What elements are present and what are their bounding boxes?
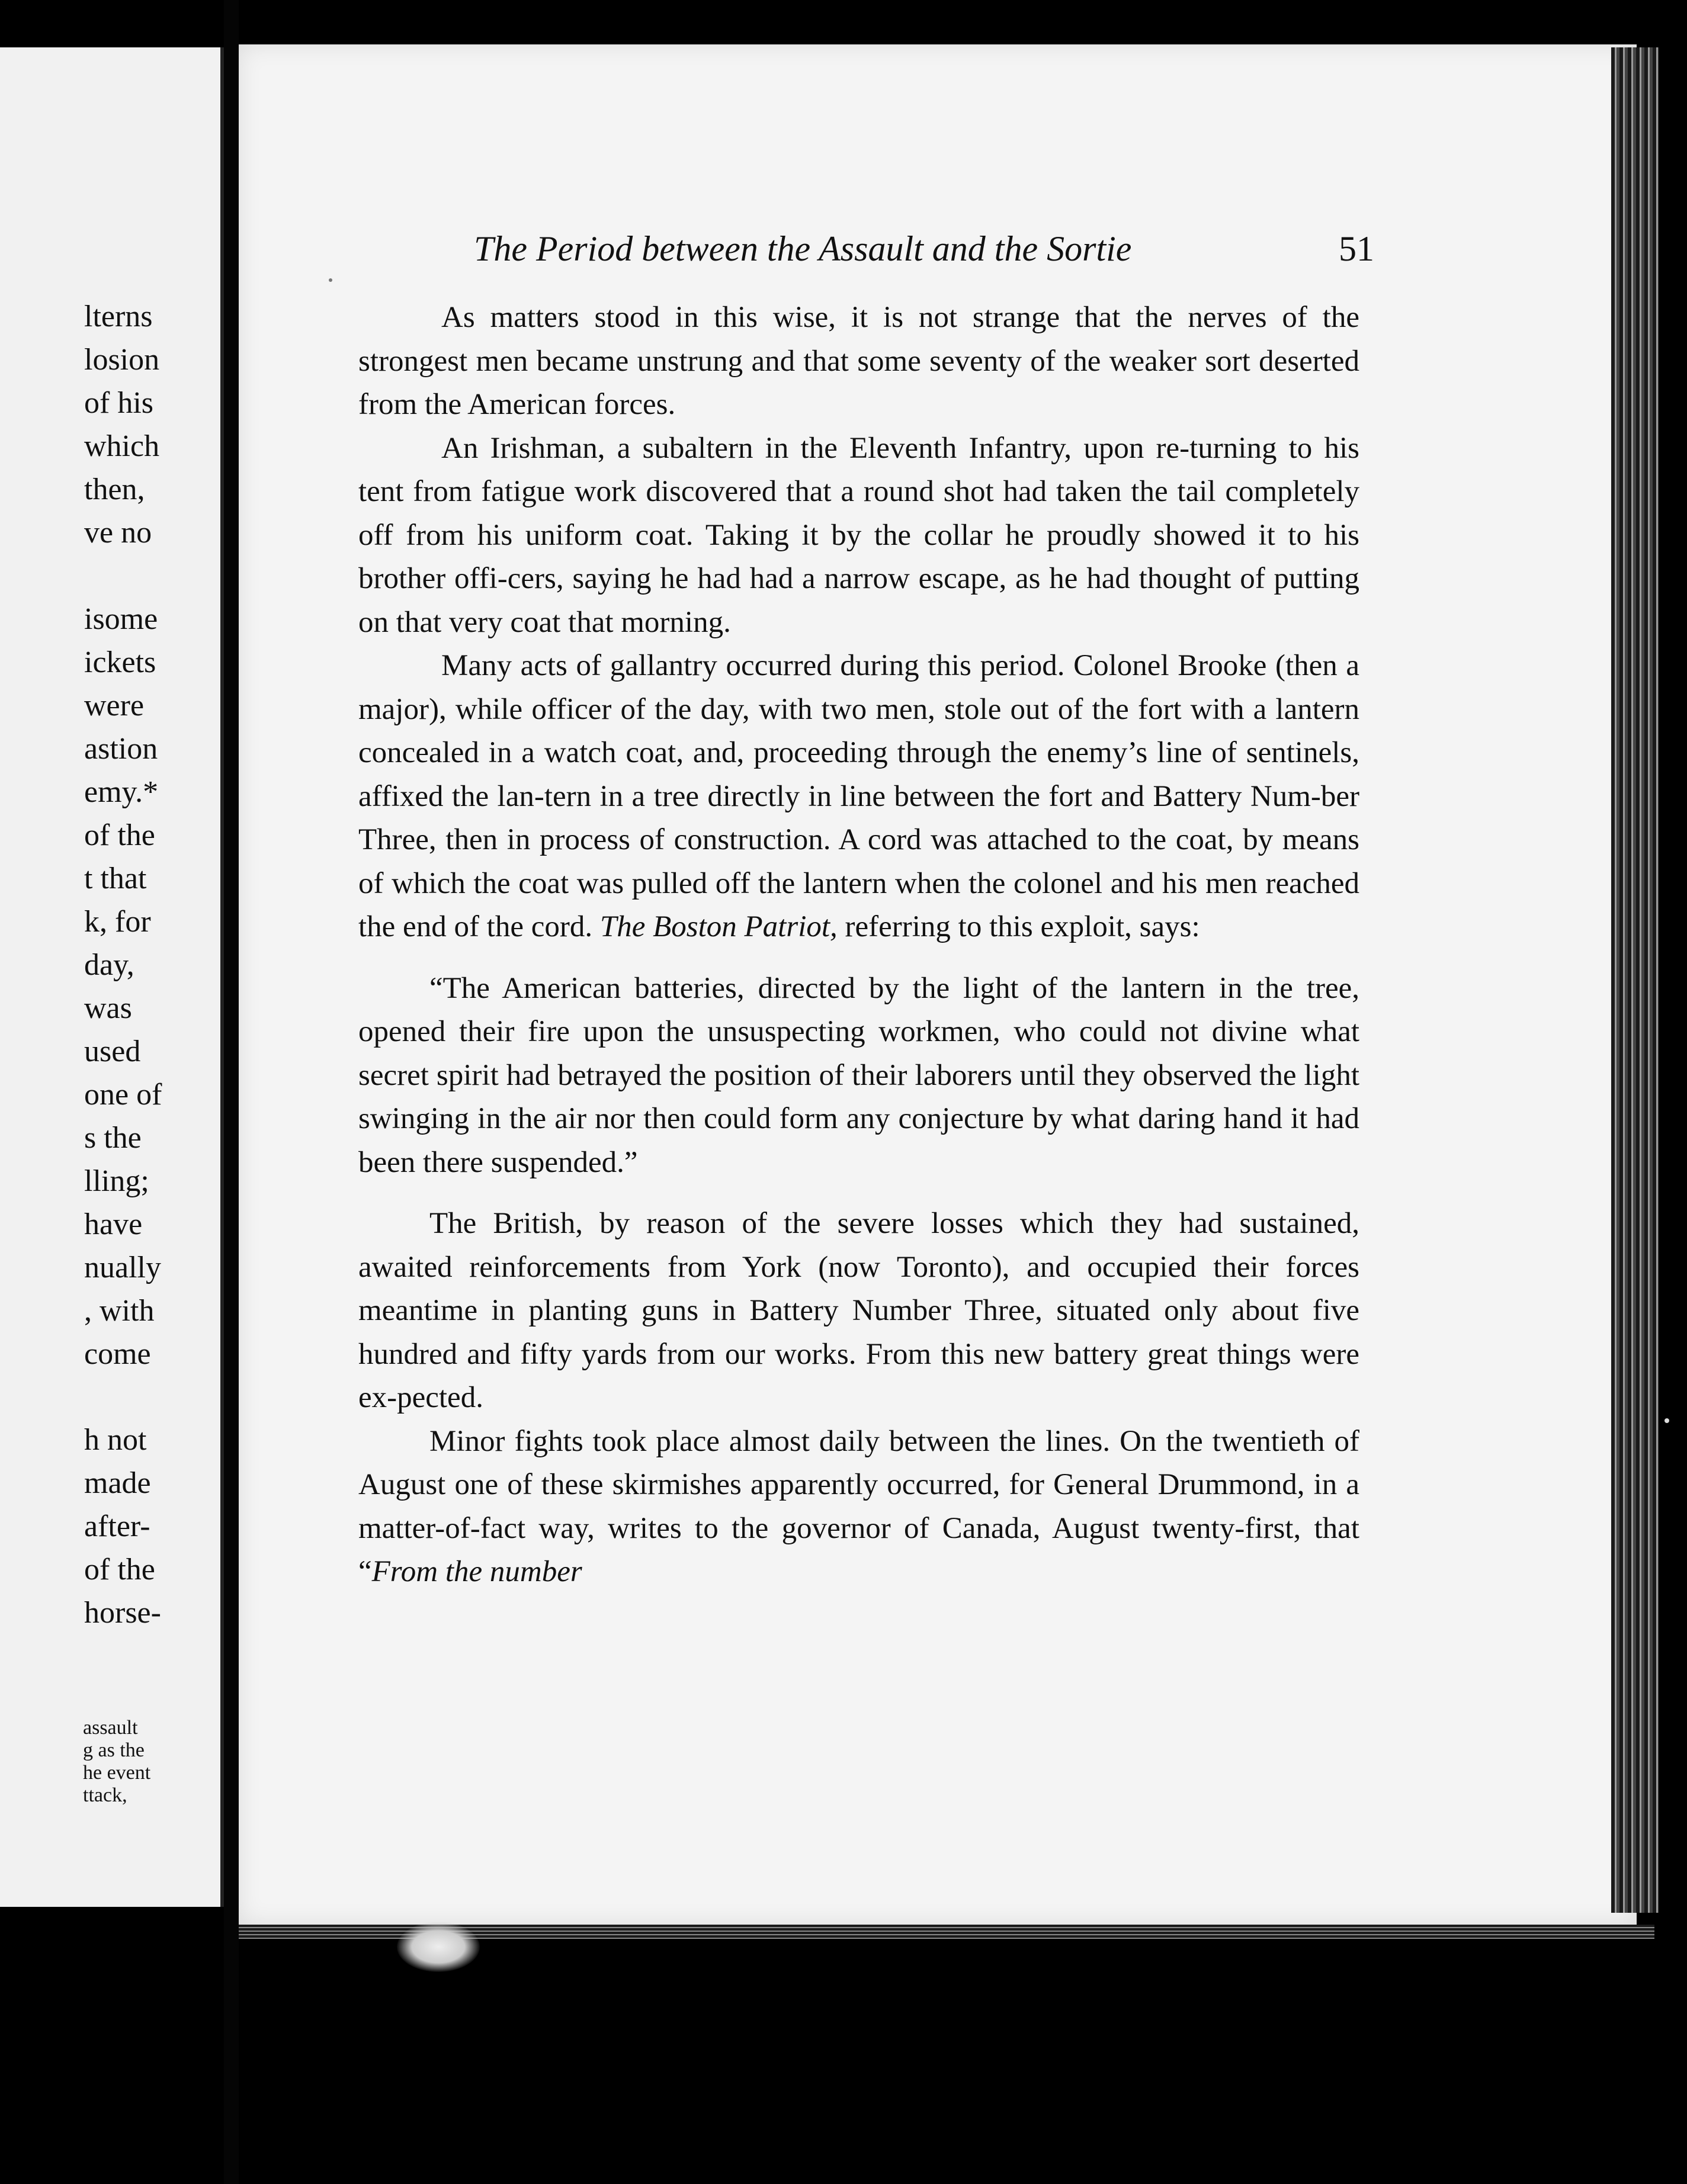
paragraph bbox=[358, 1420, 1359, 1594]
left-page-line: were bbox=[84, 689, 145, 722]
left-page-line: have bbox=[84, 1207, 143, 1241]
left-page-line: horse- bbox=[84, 1596, 161, 1630]
left-page-line: was bbox=[84, 991, 132, 1025]
left-page-footnote-line: g as the bbox=[83, 1739, 145, 1761]
left-page-line: of his bbox=[84, 386, 153, 420]
book-gutter bbox=[224, 0, 239, 2184]
paragraph: The British, by reason of the severe losses which they had sustained, awaited reinforcements from York (now Toronto), and occupied their forces meantime in planting guns in Battery Number Three, situated only about five hundred and fifty yards from our works. From this new battery great things were ex-pected. bbox=[358, 1207, 1359, 1414]
left-page-line: made bbox=[84, 1466, 151, 1500]
body-text bbox=[358, 296, 1359, 1594]
page-number: 51 bbox=[1339, 229, 1374, 268]
scan-speck bbox=[329, 278, 332, 282]
left-page-footnote-line: assault bbox=[83, 1717, 138, 1739]
paragraph bbox=[358, 644, 1359, 949]
left-page-line: of the bbox=[84, 1553, 155, 1586]
left-page-line: of the bbox=[84, 818, 155, 852]
left-page-line: one of bbox=[84, 1078, 162, 1112]
header-title: The Period between the Assault and the Sortie bbox=[474, 229, 1132, 268]
scan-speck bbox=[1664, 1418, 1669, 1423]
paragraph-text: Minor fights took place almost daily between the lines. On the twentieth of August one of these skirmishes apparently occurred, for General Drummond, in a matter-of-fact way, writes to the governor of Canada, August twenty-first, that “ bbox=[358, 1424, 1359, 1588]
left-page-line: , with bbox=[84, 1294, 155, 1328]
left-page-line: ickets bbox=[84, 645, 156, 679]
left-page-line: nually bbox=[84, 1251, 161, 1284]
paragraph: As matters stood in this wise, it is not strange that the nerves of the strongest men became unstrung and that some seventy of the weaker sort deserted from the American forces. bbox=[358, 301, 1359, 421]
left-page-footnote-line: he event bbox=[83, 1762, 151, 1784]
left-page-line: which bbox=[84, 429, 160, 463]
left-page-line: losion bbox=[84, 343, 160, 377]
left-page-line: come bbox=[84, 1337, 151, 1371]
left-page-line: lterns bbox=[84, 300, 153, 333]
left-page-line: day, bbox=[84, 948, 134, 982]
left-page-line: k, for bbox=[84, 905, 151, 939]
running-header bbox=[474, 225, 1374, 272]
left-page-line: emy.* bbox=[84, 775, 159, 809]
scan-smudge bbox=[397, 1922, 480, 1972]
left-page-line: used bbox=[84, 1035, 141, 1068]
left-page-line: lling; bbox=[84, 1164, 149, 1198]
left-page-line: h not bbox=[84, 1423, 147, 1457]
left-page-line: after- bbox=[84, 1509, 150, 1543]
page-stack-edge bbox=[1611, 47, 1659, 1913]
left-page-line: t that bbox=[84, 862, 147, 895]
left-page-line: ve no bbox=[84, 516, 152, 550]
left-page-line: isome bbox=[84, 602, 158, 636]
newspaper-title: The Boston Patriot, bbox=[599, 910, 838, 943]
quoted-italic-text: From the number bbox=[371, 1555, 582, 1588]
left-page-line: s the bbox=[84, 1121, 142, 1155]
left-page-line: astion bbox=[84, 732, 158, 766]
left-page-footnote-line: ttack, bbox=[83, 1784, 127, 1806]
paragraph-text: Many acts of gallantry occurred during this period. Colonel Brooke (then a major), while officer of the day, with two men, stole out of the fort with a lantern concealed in a watch coat, and, proceeding through the enemy’s line of sentinels, affixed the lan-tern in a tree directly in line between the fort and Battery Num-ber Three, then in process of construction. A cord was attached to the coat, by means of which the coat was pulled off the lantern when the colonel and his men reached the end of the cord. bbox=[358, 649, 1359, 943]
left-page-fragment bbox=[0, 47, 224, 1907]
block-quote: “The American batteries, directed by the light of the lantern in the tree, opened their fire upon the unsuspecting workmen, who could not divine what secret spirit had betrayed the position of their laborers until they observed the light swinging in the air nor then could form any conjecture by what daring hand it had been there suspended.” bbox=[358, 971, 1359, 1179]
left-page-line: then, bbox=[84, 473, 145, 506]
paragraph-text: referring to this exploit, says: bbox=[845, 910, 1200, 943]
paragraph: An Irishman, a subaltern in the Eleventh Infantry, upon re-turning to his tent from fatigue work discovered that a round shot had taken the tail completely off from his uniform coat. Taking it by the collar he proudly showed it to his brother offi-cers, saying he had had a narrow escape, as he had thought of putting on that very coat that morning. bbox=[358, 431, 1359, 639]
